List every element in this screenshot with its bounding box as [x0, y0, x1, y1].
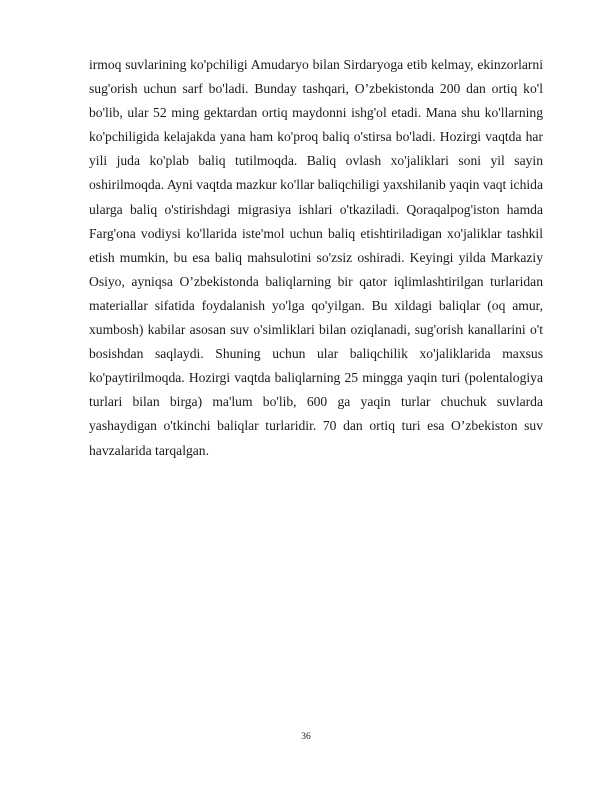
body-paragraph: irmoq suvlarining ko'pchiligi Amudaryo bilan Sirdaryoga etib kelmay, ekinzorlarni sug'orish uchun sarf bo'ladi. Bunday tashqari, O’zbekistonda 200 dan ortiq ko'l bo'lib, ular 52 ming gektardan ortiq maydonni ishg'ol etadi. Mana shu ko'llarning ko'pchiligida kelajakda yana ham ko'proq baliq o'stirsa bo'ladi. Hozirgi vaqtda har yili juda ko'plab baliq tutilmoqda. Baliq ovlash xo'jaliklari soni yil sayin oshirilmoqda. Ayni vaqtda mazkur ko'llar baliqchiligi yaxshilanib yaqin vaqt ichida ularga baliq o'stirishdagi migrasiya ishlari o'tkaziladi. Qoraqalpog'iston hamda Farg'ona vodiysi ko'llarida iste'mol uchun baliq etishtiriladigan xo'jaliklar tashkil etish mumkin, bu esa baliq mahsulotini so'zsiz oshiradi. Keyingi yilda Markaziy Osiyo, ayniqsa O’zbekistonda baliqlarning bir qator iqlimlashtirilgan turlaridan materiallar sifatida foydalanish yo'lga qo'yilgan. Bu xildagi baliqlar (oq amur, xumbosh) kabilar asosan suv o'simliklari bilan oziqlanadi, sug'orish kanallarini o't bosishdan saqlaydi. Shuning uchun ular baliqchilik xo'jaliklarida maxsus ko'paytirilmoqda. Hozirgi vaqtda baliqlarning 25 mingga yaqin turi (polentalogiya turlari bilan birga) ma'lum bo'lib, 600 ga yaqin turlar chuchuk suvlarda yashaydigan o'tkinchi baliqlar turlaridir. 70 dan ortiq turi esa O’zbekiston suv havzalarida tarqalgan. — [89, 57, 543, 458]
page-number: 36 — [301, 732, 311, 742]
